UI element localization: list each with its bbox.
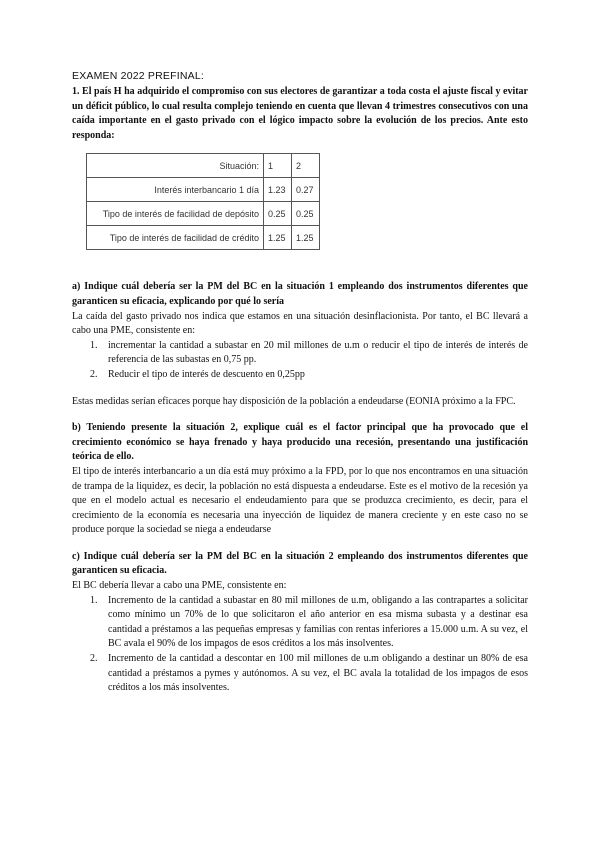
list-item: 1. incrementar la cantidad a subastar en 20 mil millones de u.m o reducir el tipo de interés de interés de referencia de las subastas en 0,75 pp. [90,339,528,366]
table-header-row [87,154,320,178]
list-item: 2. Reducir el tipo de interés de descuento en 0,25pp [90,368,305,380]
list-item: 2. Incremento de la cantidad a descontar en 100 mil millones de u.m obligando a destinar un 80% de esa cantidad a préstamos a pymes y autónomos. A su vez, el BC avala la totalidad de los impagos de esos créditos a los más insolventes. [90,653,528,694]
section-c-list [72,594,528,696]
table-row [87,178,320,202]
section-c-question: c) Indique cuál debería ser la PM del BC en la situación 2 empleando dos instrumentos diferentes que garanticen su eficacia. [72,550,528,577]
table-row [87,226,320,250]
section-c-answer-intro: El BC debería llevar a cabo una PME, consistente en: [72,580,287,592]
table-row [87,202,320,226]
exam-page [72,70,528,696]
table-row-label: Interés interbancario 1 día [87,178,264,202]
list-item: 1. Incremento de la cantidad a subastar en 80 mil millones de u.m, obligando a las contrapartes a solicitar como mínimo un 70% de lo que solicitaron el año anterior en esa misma subasta y a destinar esa cantidad a préstamos a las pequeñas empresas y familias con rentas inferiores a 15.000 u.m. A su vez, el BC avala el 90% de los impagos de esos créditos a los más insolventes. [90,594,528,650]
section-b [72,421,528,538]
section-b-answer: El tipo de interés interbancario a un día está muy próximo a la FPD, por lo que nos encontramos en una situación de trampa de la liquidez, es decir, la población no está dispuesta a endeudarse. Este es el motivo de la recesión ya que en el modelo actual es necesario el endeudamiento para que se produzca crecimiento, es decir, para el crecimiento de la economía es necesaria una inyección de liquidez de manera creciente y en este caso no se produce porque la sociedad se niega a endeudarse [72,465,528,536]
question-intro: 1. El país H ha adquirido el compromiso con sus electores de garantizar a toda costa el ajuste fiscal y evitar un déficit público, lo cual resulta complejo teniendo en cuenta que llevan 4 trimestres consecutivos con una caída importante en el gasto privado con el lógico impacto sobre la evolución de los precios. Ante esto responda: [72,86,528,141]
section-c [72,550,528,696]
section-a-conclusion: Estas medidas serían eficaces porque hay disposición de la población a endeudarse (EONIA próximo a la FPC. [72,395,516,407]
table-cell: 0.25 [292,202,320,226]
table-cell: 0.25 [264,202,292,226]
exam-title: EXAMEN 2022 PREFINAL: [72,70,204,82]
table-row-label: Tipo de interés de facilidad de depósito [87,202,264,226]
table-cell: 1.25 [264,226,292,250]
table-header-label: Situación: [87,154,264,178]
section-a-question: a) Indique cuál debería ser la PM del BC en la situación 1 empleando dos instrumentos diferentes que garanticen su eficacia, explicando por qué lo sería [72,281,528,307]
section-a [72,280,528,409]
table-cell: 0.27 [292,178,320,202]
section-a-list [72,339,528,383]
situation-table [86,153,320,250]
section-b-question: b) Teniendo presente la situación 2, explique cuál es el factor principal que ha provocado que el crecimiento económico se haya frenado y haya producido una recesión, presentando una justificación teórica de ello. [72,422,528,463]
table-cell: 1.25 [292,226,320,250]
table-header-col2: 2 [292,154,320,178]
table-row-label: Tipo de interés de facilidad de crédito [87,226,264,250]
table-cell: 1.23 [264,178,292,202]
section-a-answer-intro: La caída del gasto privado nos indica que estamos en una situación desinflacionista. Por tanto, el BC llevará a cabo una PME, consistente en: [72,310,528,337]
table-header-col1: 1 [264,154,292,178]
